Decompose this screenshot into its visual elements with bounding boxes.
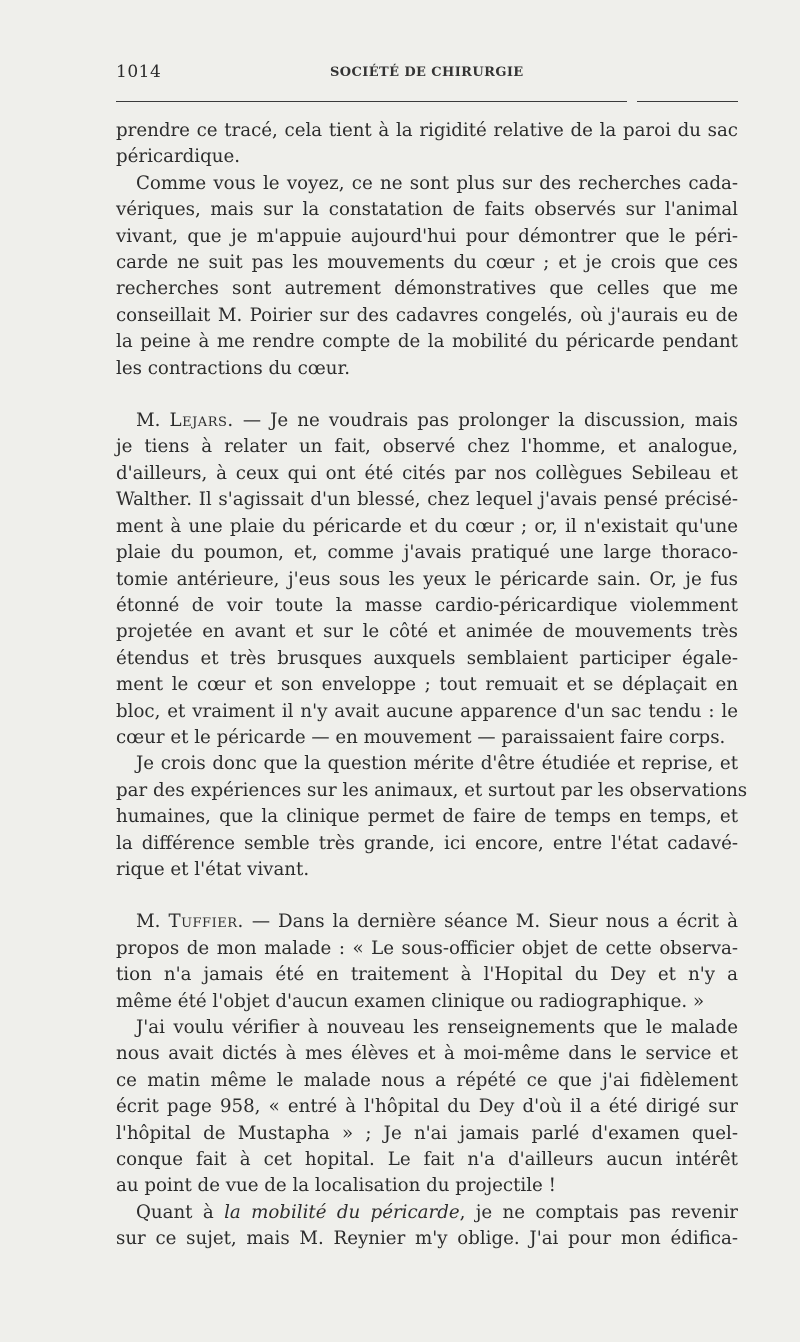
text-line: je tiens à relater un fait, observé chez l'homme, et analogue, xyxy=(116,436,738,458)
text-line: étonné de voir toute la masse cardio-péricardique violemment xyxy=(116,594,738,616)
text-line: sur ce sujet, mais M. Reynier m'y oblige. J'ai pour mon édifica- xyxy=(116,1228,738,1250)
text-line: Walther. Il s'agissait d'un blessé, chez lequel j'avais pensé précisé- xyxy=(116,489,738,511)
header-rule-gap xyxy=(627,99,637,105)
text-line: au point de vue de la localisation du projectile ! xyxy=(116,1175,556,1197)
text-line: Comme vous le voyez, ce ne sont plus sur des recherches cada- xyxy=(136,172,738,194)
text-line: vériques, mais sur la constatation de faits observés sur l'animal xyxy=(116,199,738,221)
section-gap xyxy=(116,382,738,408)
text-line: plaie du poumon, et, comme j'avais pratiqué une large thoraco- xyxy=(116,542,738,564)
text-line: les contractions du cœur. xyxy=(116,357,350,379)
speaker-prefix: M. xyxy=(136,410,161,432)
paragraph-quant-a xyxy=(116,1200,738,1253)
text-line: bloc, et vraiment il n'y avait aucune apparence d'un sac tendu : le xyxy=(116,700,738,722)
text-line: projetée en avant et sur le côté et animée de mouvements très xyxy=(116,621,738,643)
paragraph-jai-voulu xyxy=(116,1015,738,1200)
text-line: recherches sont autrement démonstratives que celles que me xyxy=(116,278,738,300)
text-line: nous avait dictés à mes élèves et à moi-même dans le service et xyxy=(116,1043,738,1065)
paragraph-continuation xyxy=(116,118,738,171)
text-line: conseillait M. Poirier sur des cadavres congelés, où j'aurais eu de xyxy=(116,304,738,326)
page-header xyxy=(116,62,738,88)
text-line xyxy=(116,408,738,434)
text-line: écrit page 958, « entré à l'hôpital du Dey d'où il a été dirigé sur xyxy=(116,1096,738,1118)
first-line-rest: , je ne comptais pas revenir xyxy=(459,1201,738,1223)
text-line: d'ailleurs, à ceux qui ont été cités par nos collègues Sebileau et xyxy=(116,462,738,484)
text-line: rique et l'état vivant. xyxy=(116,858,310,880)
paragraph-je-crois xyxy=(116,751,748,883)
text-line: vivant, que je m'appuie aujourd'hui pour démontrer que le péri- xyxy=(116,225,738,247)
text-line: prendre ce tracé, cela tient à la rigidité relative de la paroi du sac xyxy=(116,120,738,141)
text-line: J'ai voulu vérifier à nouveau les renseignements que le malade xyxy=(136,1017,738,1038)
text-line: Je crois donc que la question mérite d'être étudiée et reprise, et xyxy=(136,753,738,775)
lead-text: Quant à xyxy=(136,1201,214,1223)
text-line: tomie antérieure, j'eus sous les yeux le péricarde sain. Or, je fus xyxy=(116,568,738,590)
text-line: péricardique. xyxy=(116,146,241,168)
text-line: tion n'a jamais été en traitement à l'Hopital du Dey et n'y a xyxy=(116,964,738,986)
first-line-rest: — Je ne voudrais pas prolonger la discussion, mais xyxy=(242,410,738,432)
text-line: la différence semble très grande, ici encore, entre l'état cadavé- xyxy=(116,832,738,854)
text-line: carde ne suit pas les mouvements du cœur ; et je crois que ces xyxy=(116,252,738,274)
text-line: ce matin même le malade nous a répété ce que j'ai fidèlement xyxy=(116,1069,738,1091)
text-line: ment le cœur et son enveloppe ; tout remuait et se déplaçait en xyxy=(116,674,738,696)
text-line: propos de mon malade : « Le sous-officier objet de cette observa- xyxy=(116,937,738,959)
first-line-rest: — Dans la dernière séance M. Sieur nous a écrit à xyxy=(251,911,738,933)
paragraph-comme-vous xyxy=(116,171,738,382)
speaker-prefix: M. xyxy=(136,911,161,933)
text-line: ment à une plaie du péricarde et du cœur ; or, il n'existait qu'une xyxy=(116,515,738,537)
text-line: par des expériences sur les animaux, et surtout par les observations xyxy=(116,779,748,801)
speaker-name: Lejars. xyxy=(169,410,234,432)
text-line: l'hôpital de Mustapha » ; Je n'ai jamais parlé d'examen quel- xyxy=(116,1122,738,1144)
italic-phrase: la mobilité du péricarde xyxy=(224,1201,460,1223)
section-gap xyxy=(116,883,738,909)
text-line: la peine à me rendre compte de la mobilité du péricarde pendant xyxy=(116,331,738,353)
header-rule xyxy=(116,101,738,102)
text-line: conque fait à cet hopital. Le fait n'a d'ailleurs aucun intérêt xyxy=(116,1149,738,1171)
text-line xyxy=(116,909,738,935)
text-line: étendus et très brusques auxquels semblaient participer égale- xyxy=(116,647,738,669)
text-line: humaines, que la clinique permet de faire de temps en temps, et xyxy=(116,806,738,828)
text-line xyxy=(116,1200,738,1226)
text-line: même été l'objet d'aucun examen clinique ou radiographique. » xyxy=(116,990,705,1012)
body-text xyxy=(116,118,748,1253)
running-head: SOCIÉTÉ DE CHIRURGIE xyxy=(330,65,524,80)
speaker-name: Tuffier. xyxy=(168,911,244,933)
paragraph-lejars xyxy=(116,408,738,751)
text-line: cœur et le péricarde — en mouvement — paraissaient faire corps. xyxy=(116,726,726,748)
paragraph-tuffier xyxy=(116,909,738,1015)
page-number: 1014 xyxy=(116,62,162,82)
